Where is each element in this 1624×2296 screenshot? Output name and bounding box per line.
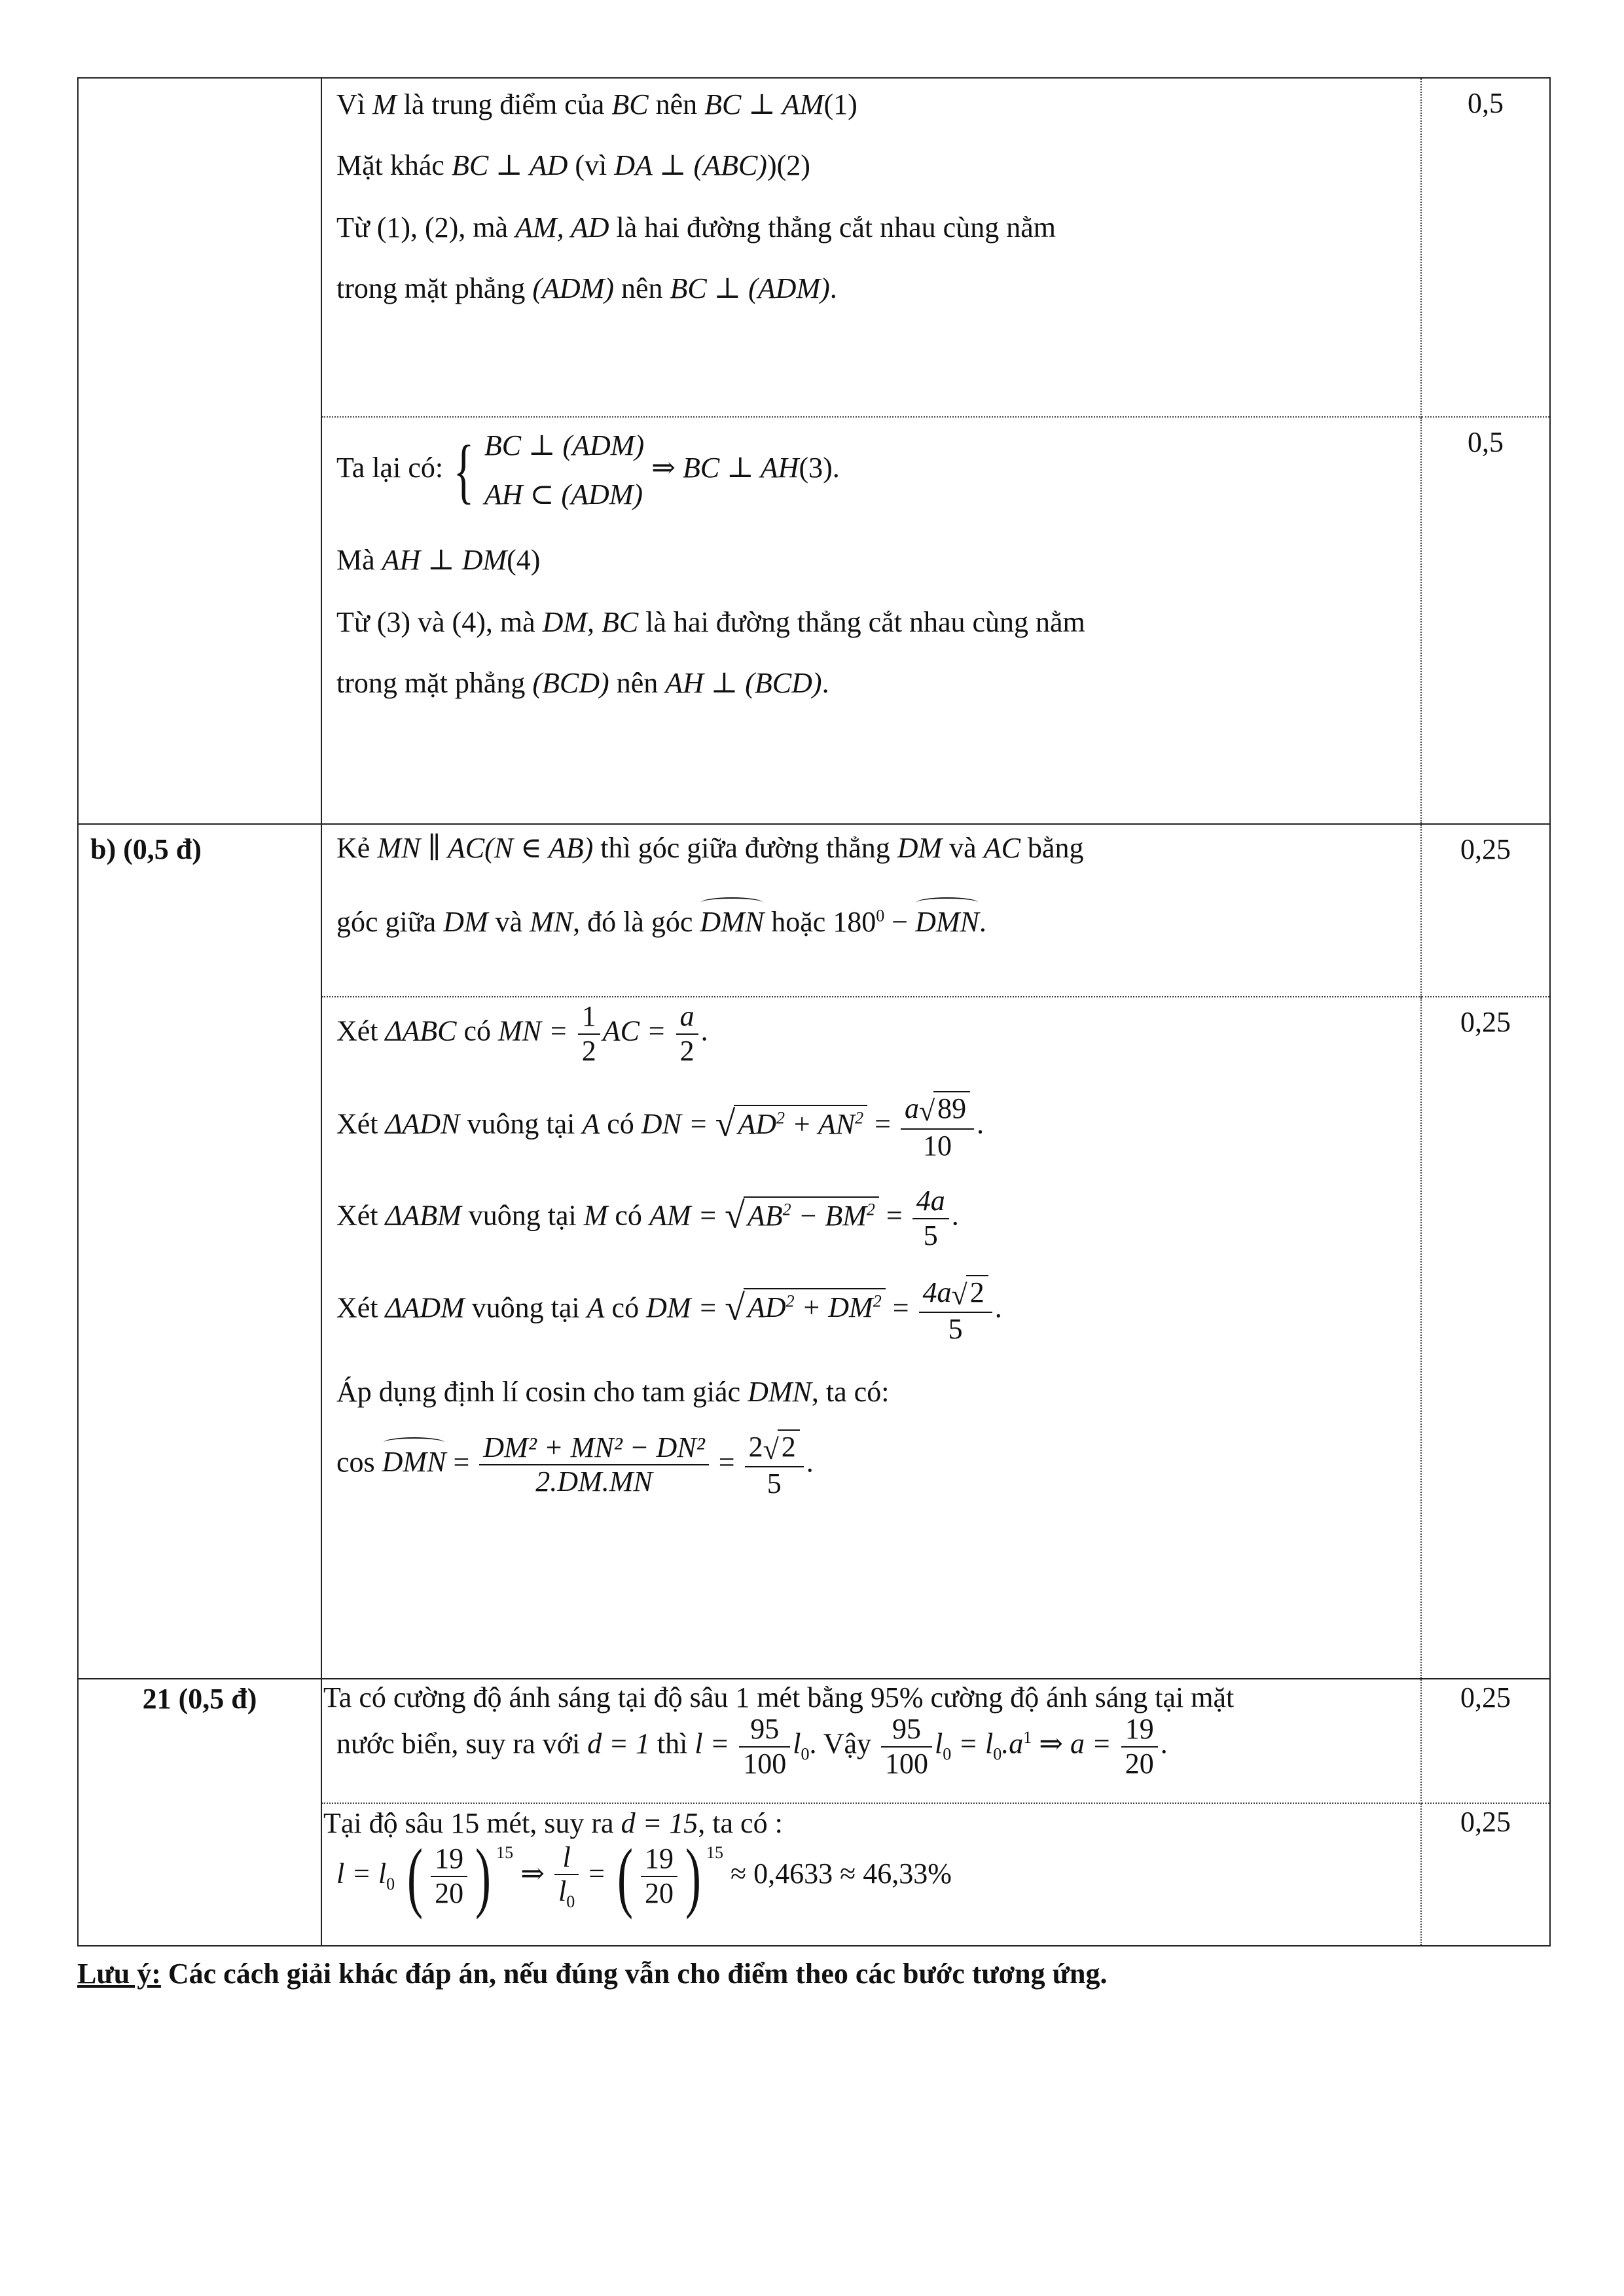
question-cell-b: b) (0,5 đ) bbox=[78, 824, 321, 1679]
solution-cell: Kẻ MN ∥ AC(N ∈ AB) thì góc giữa đường thẳng DM và AC bằng góc giữa DM và MN, đó là góc DMN hoặc $180^0$ − DMN. bbox=[321, 824, 1421, 997]
solution-cell: Ta lại có: { BC ⊥ (ADM) AH ⊂ (ADM) ⇒ BC ⊥ AH(3). Mà AH ⊥ DM(4) Từ (3) và (4), mà DM, BC là hai đường thẳng cắt nhau cùng nằm trong mặt phẳng (BCD) nên AH ⊥ (BCD). bbox=[321, 417, 1421, 824]
footnote-label: Lưu ý: bbox=[77, 1958, 161, 1990]
score-cell: 0,25 bbox=[1421, 1679, 1550, 1803]
brace-icon: { bbox=[453, 430, 475, 511]
footnote bbox=[77, 1957, 1108, 1990]
solution-cell: Vì M là trung điểm của BC nên BC ⊥ AM(1) Mặt khác BC ⊥ AD (vì DA ⊥ (ABC))(2) Từ (1), (2), mà AM, AD là hai đường thẳng cắt nhau cùng nằm trong mặt phẳng (ADM) nên BC ⊥ (ADM). bbox=[321, 78, 1421, 417]
solution-cell: Tại độ sâu 15 mét, suy ra d = 15, ta có : $l = l_0$ ( $\frac{19}{20}$ ) $^{15}$ ⇒ $\frac{l}{l_0}$ = ( $\frac{19}{20}$ ) $^{15}$ ≈ 0,4633 ≈ 46,33% bbox=[321, 1803, 1421, 1946]
table-row bbox=[78, 78, 1550, 417]
question-cell-empty bbox=[78, 78, 321, 824]
grading-table bbox=[77, 77, 1551, 1946]
score-cell: 0,25 bbox=[1421, 1803, 1550, 1946]
solution-cell: Xét ΔABC có MN = $\frac{1}{2}$ AC = $\frac{a}{2}$ . Xét ΔADN vuông tại A có DN = $√AD^2 + AN^2$ = $\frac{a√89}{10}$ . Xét ΔABM vuông tại M có AM = $√AB^2 - BM^2$ = $\frac{4a}{5}$ . Xét ΔADM vuông tại A có DM = $√AD^2 + DM^2$ = $\frac{4a√2}{5}$ . Áp dụng định lí cosin cho tam giác DMN, ta có: cos DMN = $\frac{\text{DM² + MN² − DN²}}{2.DM.MN}$ = $\frac{2√2}{5}$ . bbox=[321, 997, 1421, 1679]
score-cell: 0,5 bbox=[1421, 417, 1550, 824]
sqrt-icon: √ bbox=[725, 1287, 745, 1329]
sqrt-icon: √ bbox=[725, 1196, 745, 1237]
question-cell-21: 21 (0,5 đ) bbox=[78, 1679, 321, 1946]
table-row bbox=[78, 824, 1550, 997]
score-cell: 0,25 bbox=[1421, 824, 1550, 997]
sqrt-icon: √ bbox=[715, 1103, 736, 1145]
table-row bbox=[78, 1679, 1550, 1803]
score-cell: 0,25 bbox=[1421, 997, 1550, 1679]
score-cell: 0,5 bbox=[1421, 78, 1550, 417]
footnote-text: Các cách giải khác đáp án, nếu đúng vẫn cho điểm theo các bước tương ứng. bbox=[160, 1958, 1108, 1990]
solution-cell: Ta có cường độ ánh sáng tại độ sâu 1 mét bằng 95% cường độ ánh sáng tại mặt nước biển, suy ra với d = 1 thì l = $\frac{95}{100}$ $l_0$. Vậy $\frac{95}{100}$ $l_0 = l_0.a^1$ ⇒ a = $\frac{19}{20}$ . bbox=[321, 1679, 1421, 1803]
